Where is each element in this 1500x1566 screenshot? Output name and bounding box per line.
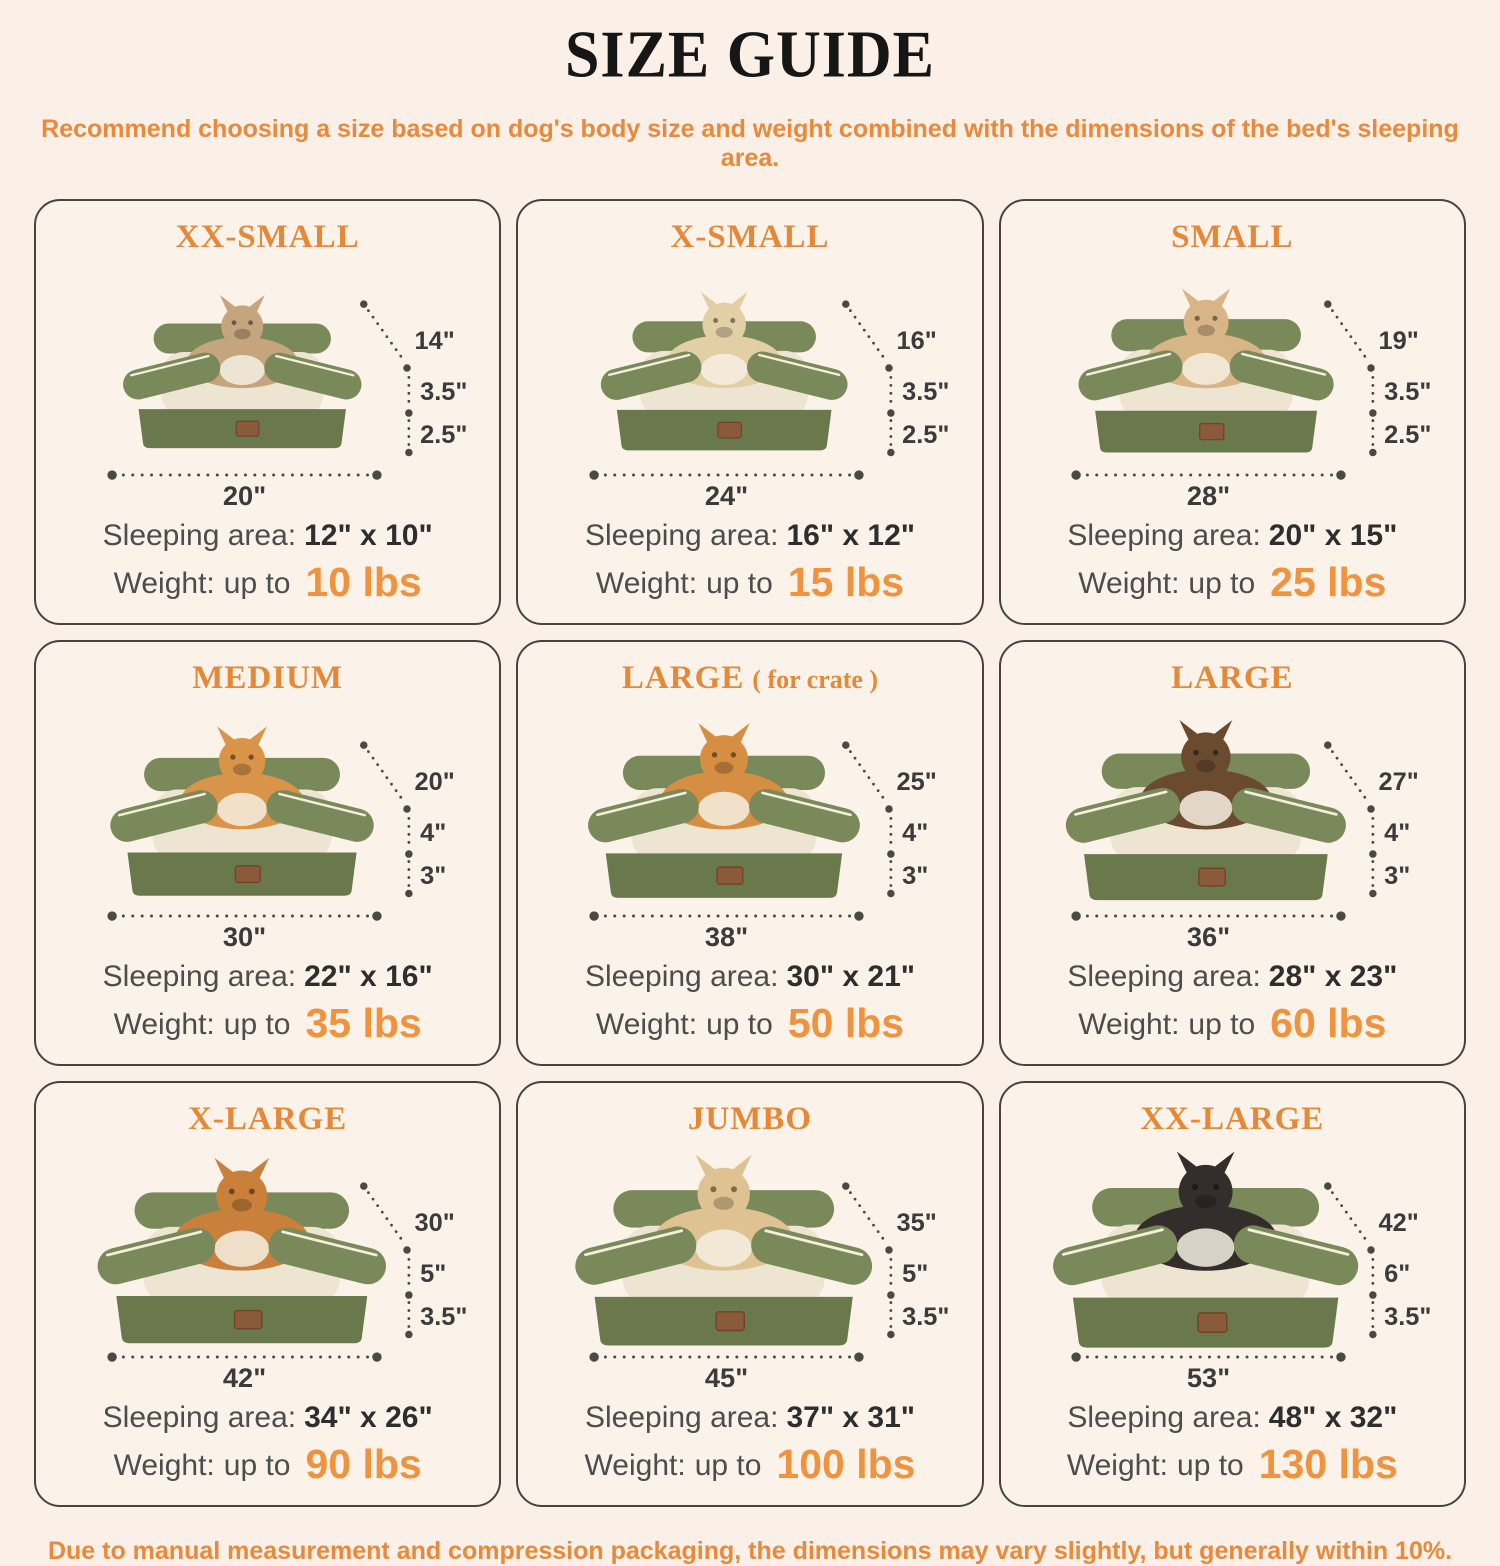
sleeping-area-label: Sleeping area: [102, 1401, 297, 1435]
sleeping-area-label: Sleeping area: [102, 960, 297, 994]
weight-label: Weight: [584, 1449, 686, 1483]
size-name [188, 1101, 347, 1137]
size-name [622, 660, 878, 696]
size-card [999, 1081, 1466, 1507]
sofa-bed [120, 295, 365, 448]
sleeping-area-value: 20" x 15" [1268, 519, 1398, 553]
size-card [34, 1081, 501, 1507]
upper-height-dimension: 4" [902, 819, 929, 848]
weight-prefix: up to [1188, 567, 1256, 601]
weight-line [596, 1001, 904, 1050]
upper-height-dimension: 6" [1384, 1260, 1411, 1289]
size-name [670, 219, 829, 255]
sleeping-area-value: 22" x 16" [304, 960, 433, 994]
weight-line [114, 1001, 422, 1050]
size-name-main: SMALL [1171, 219, 1294, 255]
depth-dimension: 19" [1378, 327, 1420, 356]
weight-prefix: up to [694, 1449, 762, 1483]
sleeping-area-line [585, 960, 915, 995]
lower-height-dimension: 3.5" [1384, 1303, 1432, 1332]
upper-height-dimension: 4" [419, 819, 446, 848]
bed-illustration [52, 698, 484, 950]
weight-value: 60 lbs [1270, 999, 1387, 1046]
size-name [1140, 1101, 1324, 1137]
sofa-bed [584, 723, 863, 898]
weight-value: 10 lbs [305, 558, 422, 605]
sleeping-area-value: 37" x 31" [786, 1401, 915, 1435]
size-grid [0, 199, 1500, 1507]
sleeping-area-value: 48" x 32" [1268, 1401, 1398, 1435]
page-footnote: Due to manual measurement and compression packaging, the dimensions may vary slightly, but generally within 10%. [47, 1536, 1453, 1565]
sleeping-area-label: Sleeping area: [102, 519, 297, 553]
weight-line [1067, 1442, 1398, 1491]
brand-tag [717, 867, 743, 884]
weight-line [114, 1442, 422, 1491]
lower-height-dimension: 3" [419, 862, 446, 891]
brand-tag [718, 423, 741, 439]
weight-line [585, 1442, 916, 1491]
width-dimension: 45" [704, 1362, 749, 1392]
weight-label: Weight: [1078, 1008, 1180, 1042]
size-card [34, 640, 501, 1066]
bed-illustration [534, 698, 966, 950]
size-card [999, 640, 1466, 1066]
page-subtitle: Recommend choosing a size based on dog's body size and weight combined with the dimensions of the bed's sleeping area. [41, 115, 1459, 172]
brand-tag [1198, 1313, 1227, 1332]
upper-height-dimension: 5" [902, 1260, 929, 1289]
depth-dimension: 25" [896, 768, 937, 797]
page-title: SIZE GUIDE [564, 18, 936, 92]
lower-height-dimension: 3.5" [419, 1303, 468, 1332]
sleeping-area-value: 30" x 21" [786, 960, 915, 994]
lower-height-dimension: 2.5" [1384, 421, 1432, 450]
brand-tag [236, 421, 259, 436]
size-name-main: MEDIUM [192, 659, 344, 696]
weight-prefix: up to [223, 1008, 291, 1042]
size-card [516, 199, 983, 625]
brand-tag [234, 1311, 261, 1329]
size-name-main: XX-LARGE [1140, 1100, 1325, 1137]
sleeping-area-label: Sleeping area: [584, 960, 779, 994]
weight-value: 25 lbs [1270, 558, 1387, 605]
lower-height-dimension: 3.5" [902, 1303, 950, 1332]
weight-label: Weight: [113, 1449, 215, 1483]
weight-value: 90 lbs [305, 1440, 422, 1487]
weight-label: Weight: [113, 567, 215, 601]
sofa-bed [93, 1158, 389, 1343]
sleeping-area-label: Sleeping area: [1067, 1401, 1261, 1435]
bed-illustration [52, 1139, 484, 1391]
sleeping-area-value: 34" x 26" [304, 1401, 433, 1435]
sleeping-area-label: Sleeping area: [1067, 960, 1261, 994]
brand-tag [1200, 424, 1224, 440]
weight-label: Weight: [595, 1008, 698, 1042]
sleeping-area-line [103, 519, 433, 554]
weight-prefix: up to [223, 567, 291, 601]
sleeping-area-line [103, 960, 433, 995]
bed-illustration [534, 257, 966, 509]
bed-illustration [1016, 257, 1448, 509]
width-dimension: 42" [222, 1362, 266, 1392]
depth-dimension: 16" [896, 327, 937, 356]
sleeping-area-line [1067, 1401, 1397, 1436]
width-dimension: 20" [222, 480, 266, 510]
weight-label: Weight: [1078, 567, 1180, 601]
weight-value: 100 lbs [776, 1440, 916, 1487]
sleeping-area-line [1067, 519, 1397, 554]
upper-height-dimension: 3.5" [902, 378, 950, 407]
depth-dimension: 42" [1378, 1209, 1420, 1238]
sofa-bed [106, 727, 376, 896]
weight-prefix: up to [223, 1449, 291, 1483]
depth-dimension: 35" [896, 1209, 937, 1238]
size-name-main: X-LARGE [188, 1100, 348, 1137]
sofa-bed [598, 292, 851, 451]
lower-height-dimension: 3" [902, 862, 929, 891]
depth-dimension: 14" [414, 327, 455, 356]
size-name-main: LARGE [1171, 659, 1294, 696]
weight-value: 50 lbs [787, 999, 905, 1046]
weight-label: Weight: [595, 567, 698, 601]
bed-illustration [534, 1139, 966, 1391]
size-name [688, 1101, 812, 1137]
weight-label: Weight: [1066, 1449, 1169, 1483]
size-name-main: XX-SMALL [175, 219, 360, 255]
sleeping-area-label: Sleeping area: [584, 1401, 779, 1435]
lower-height-dimension: 2.5" [902, 421, 950, 450]
lower-height-dimension: 3" [1384, 862, 1411, 891]
width-dimension: 38" [704, 921, 749, 951]
sleeping-area-label: Sleeping area: [1067, 519, 1261, 553]
upper-height-dimension: 3.5" [419, 378, 468, 407]
sleeping-area-label: Sleeping area: [584, 519, 779, 553]
sofa-bed [1076, 289, 1338, 453]
size-card [516, 640, 983, 1066]
upper-height-dimension: 5" [419, 1260, 446, 1289]
sleeping-area-line [1067, 960, 1397, 995]
width-dimension: 30" [222, 921, 266, 951]
weight-line [596, 560, 904, 609]
weight-prefix: up to [1177, 1449, 1244, 1483]
bed-illustration [52, 257, 484, 509]
width-dimension: 24" [704, 480, 749, 510]
weight-value: 35 lbs [305, 999, 422, 1046]
width-dimension: 53" [1187, 1362, 1231, 1392]
weight-line [114, 560, 422, 609]
size-name-main: LARGE [621, 659, 745, 696]
depth-dimension: 30" [414, 1209, 455, 1238]
weight-line [1078, 1001, 1386, 1050]
size-name [192, 660, 343, 696]
size-name-main: X-SMALL [670, 219, 830, 255]
brand-tag [716, 1312, 744, 1331]
sleeping-area-value: 12" x 10" [304, 519, 433, 553]
brand-tag [1199, 869, 1225, 887]
size-card [999, 199, 1466, 625]
sofa-bed [1062, 720, 1350, 900]
sofa-bed [1049, 1152, 1362, 1348]
weight-line [1078, 560, 1386, 609]
size-card [516, 1081, 983, 1507]
weight-prefix: up to [706, 567, 773, 601]
size-name-main: JUMBO [687, 1100, 813, 1137]
bed-illustration [1016, 1139, 1448, 1391]
size-name [1171, 219, 1293, 255]
sleeping-area-line [585, 1401, 915, 1436]
width-dimension: 28" [1187, 480, 1231, 510]
sleeping-area-line [103, 1401, 433, 1436]
sofa-bed [571, 1155, 876, 1346]
brand-tag [235, 866, 260, 883]
size-name [176, 219, 360, 255]
upper-height-dimension: 3.5" [1384, 378, 1432, 407]
size-name-qualifier: ( for crate ) [752, 664, 879, 694]
sleeping-area-value: 28" x 23" [1268, 960, 1398, 994]
size-card [34, 199, 501, 625]
sleeping-area-value: 16" x 12" [786, 519, 915, 553]
depth-dimension: 20" [414, 768, 455, 797]
weight-prefix: up to [706, 1008, 773, 1042]
weight-value: 15 lbs [787, 558, 905, 605]
bed-illustration [1016, 698, 1448, 950]
weight-value: 130 lbs [1258, 1440, 1398, 1487]
weight-label: Weight: [113, 1008, 215, 1042]
width-dimension: 36" [1187, 921, 1231, 951]
lower-height-dimension: 2.5" [419, 421, 468, 450]
weight-prefix: up to [1188, 1008, 1256, 1042]
upper-height-dimension: 4" [1384, 819, 1411, 848]
depth-dimension: 27" [1378, 768, 1420, 797]
sleeping-area-line [585, 519, 915, 554]
size-name [1171, 660, 1293, 696]
